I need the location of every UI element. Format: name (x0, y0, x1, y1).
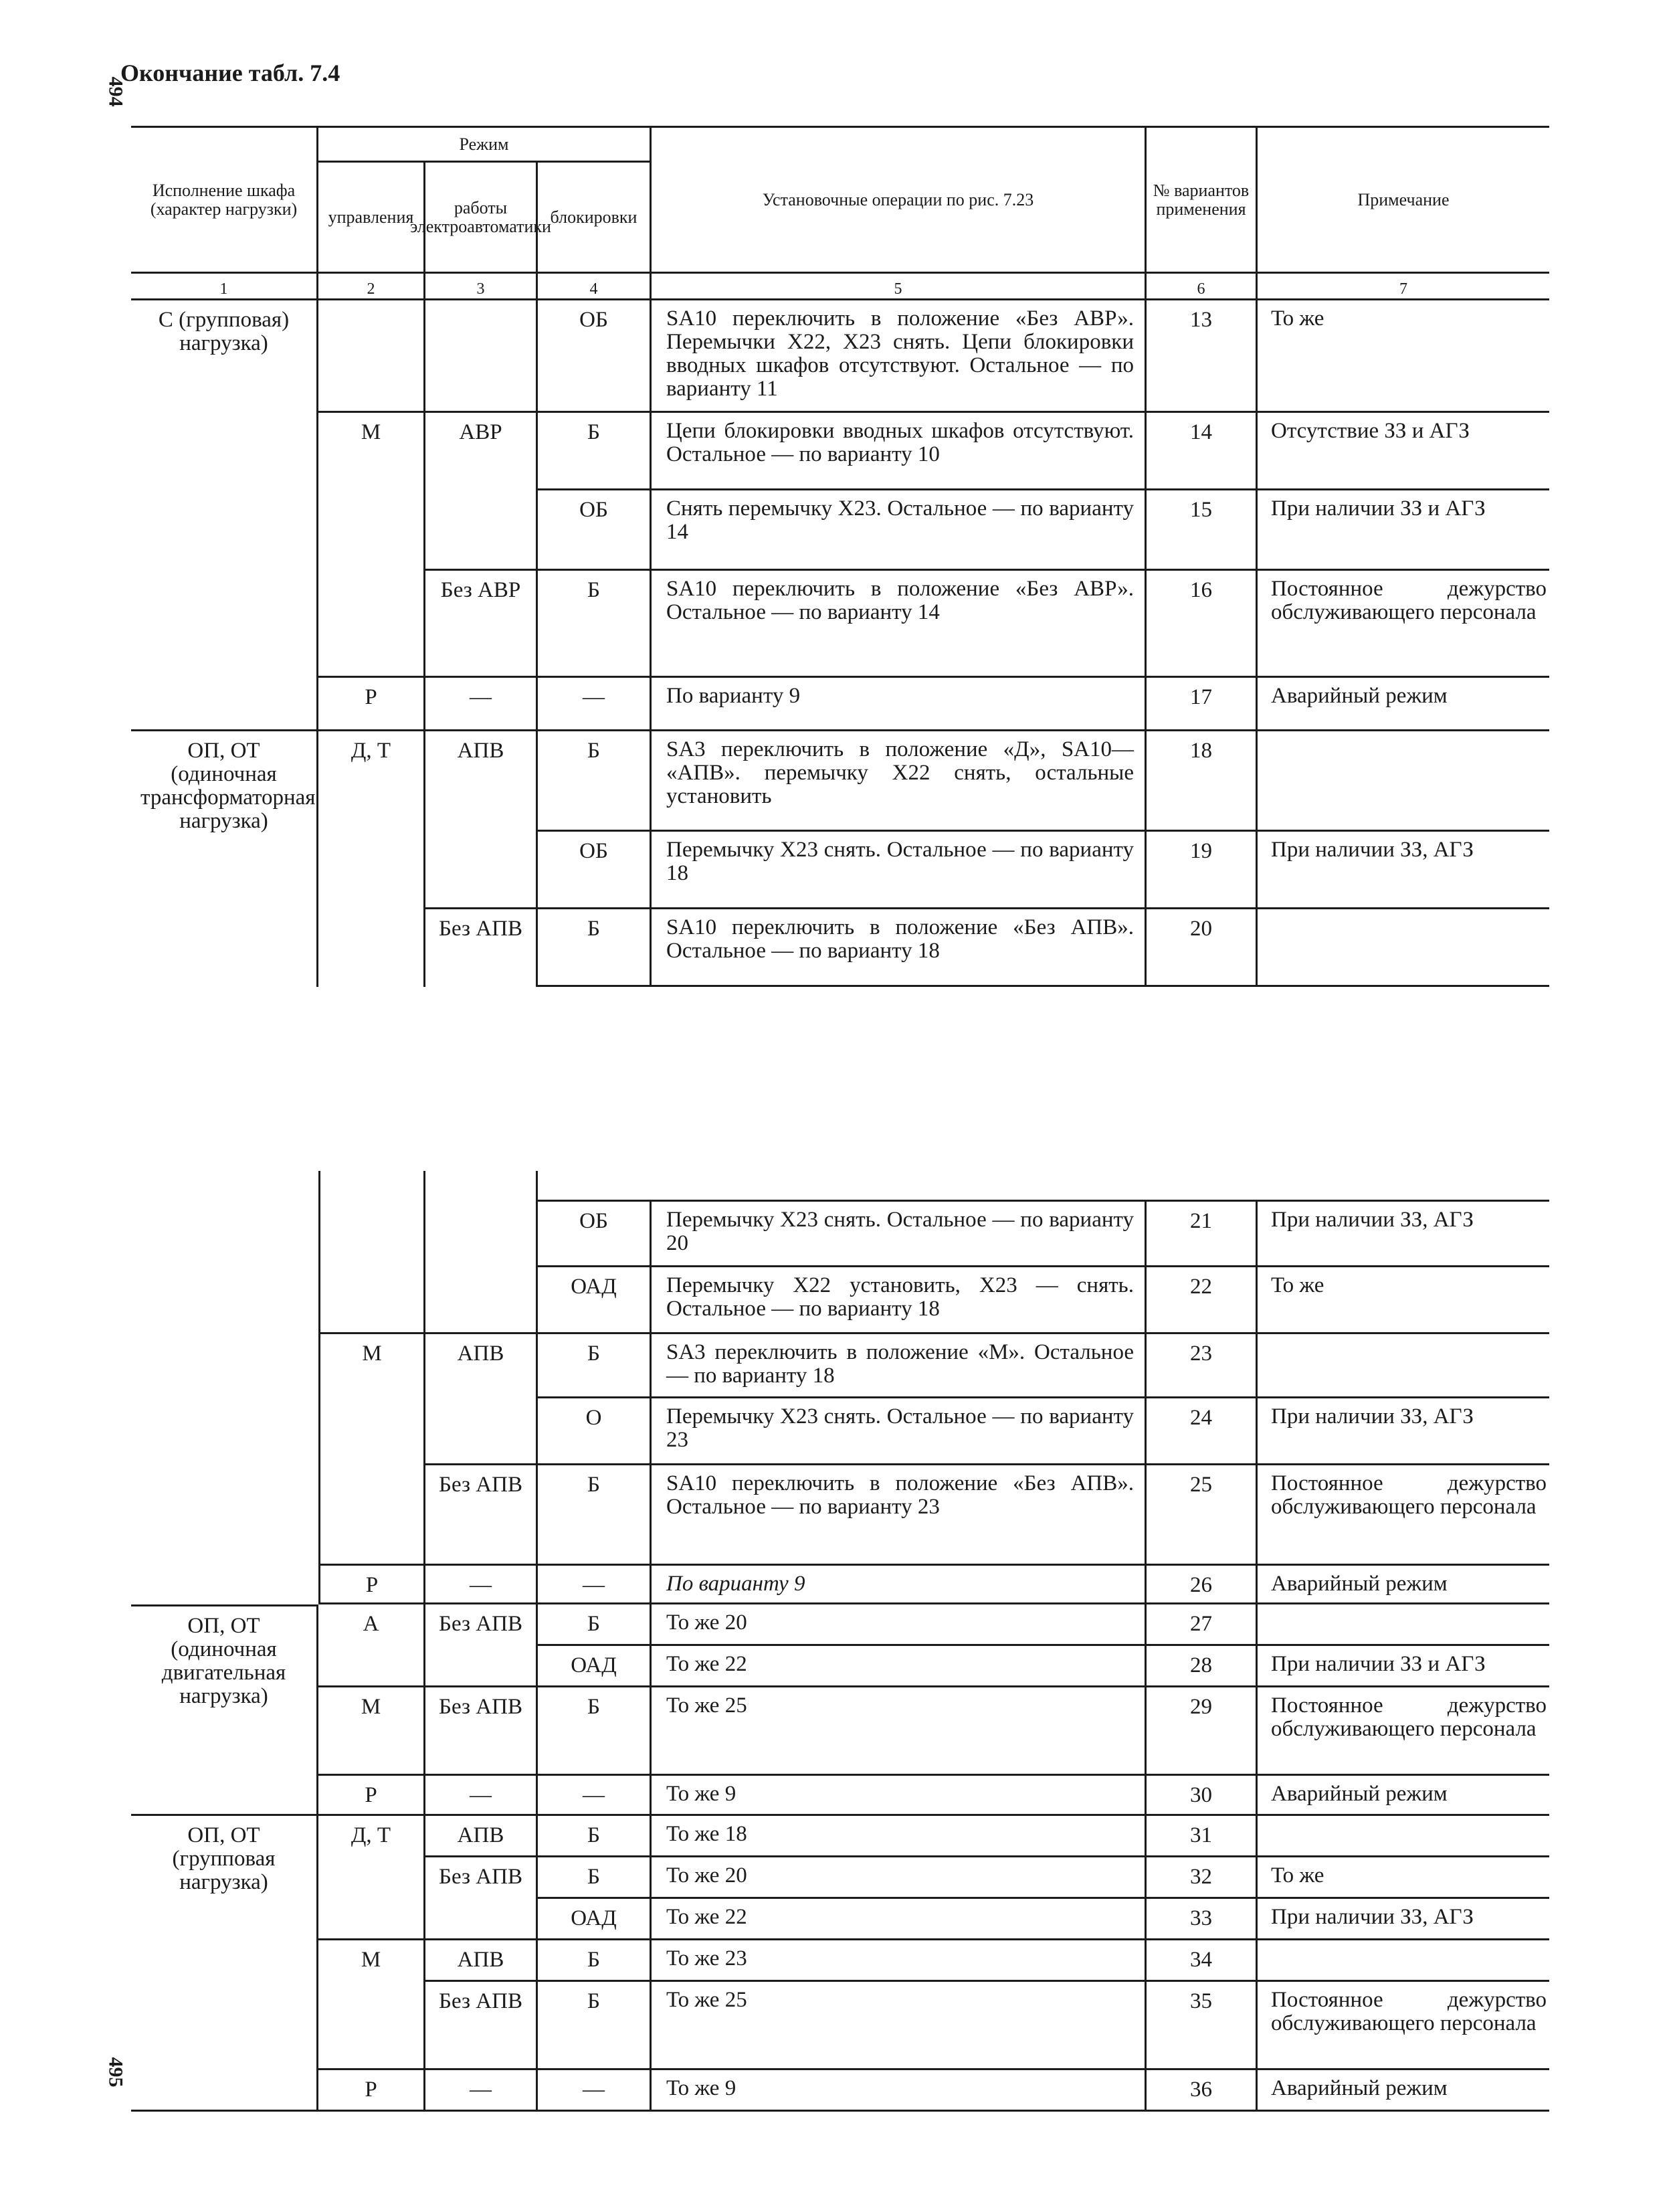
cell-operation: АПВ (425, 731, 538, 909)
cell-blocking: — (538, 678, 652, 731)
cell-variant: 14 (1147, 413, 1258, 490)
cell-note: Постоянное дежурство обслуживающего персонала (1258, 1465, 1549, 1566)
table-lower (131, 1171, 1549, 2112)
table-header (131, 128, 1549, 300)
table-title: Окончание табл. 7.4 (120, 60, 340, 86)
col-number: 7 (1258, 274, 1549, 300)
cell-blocking: — (538, 2070, 652, 2112)
cell-note: При наличии ЗЗ и АГЗ (1258, 1646, 1549, 1687)
cell-variant: 13 (1147, 300, 1258, 413)
cell-blocking: ОАД (538, 1646, 652, 1687)
cell-control: М (318, 1940, 425, 2070)
cell-setup-ops: То же 25 (652, 1982, 1147, 2070)
cell-note: При наличии ЗЗ, АГЗ (1258, 832, 1549, 909)
cell-variant: 35 (1147, 1982, 1258, 2070)
cell-control: М (318, 1334, 425, 1566)
cell-note (1258, 1334, 1549, 1398)
header-col1: Исполнение шкафа (характер нагрузки) (131, 128, 318, 274)
category-cell: ОП, ОТ (одиночная трансформаторная нагрузка) (131, 731, 318, 987)
cell-control (318, 300, 425, 413)
cell-operation: АПВ (425, 1940, 538, 1982)
category-cell: ОП, ОТ (групповая нагрузка) (131, 1816, 318, 2112)
cell-control: М (318, 1687, 425, 1776)
cell-blocking: Б (538, 1687, 652, 1776)
cell-setup-ops: То же 9 (652, 2070, 1147, 2112)
cell-setup-ops: SA3 переключить в положение «М». Остальное — по варианту 18 (652, 1334, 1147, 1398)
cell-setup-ops: То же 22 (652, 1899, 1147, 1940)
blank-cell (318, 1267, 425, 1334)
cell-variant: 20 (1147, 909, 1258, 987)
table-upper (131, 126, 1549, 987)
cell-setup-ops: SA10 переключить в положение «Без АПВ». Остальное — по варианту 18 (652, 909, 1147, 987)
cell-control: Р (318, 1776, 425, 1816)
cell-setup-ops: SA10 переключить в положение «Без АПВ». Остальное — по варианту 23 (652, 1465, 1147, 1566)
cell-variant: 19 (1147, 832, 1258, 909)
cell-variant: 28 (1147, 1646, 1258, 1687)
cell-blocking: Б (538, 1465, 652, 1566)
cell-note: То же (1258, 1267, 1549, 1334)
cell-setup-ops: Цепи блокировки вводных шкафов отсутствуют. Остальное — по варианту 10 (652, 413, 1147, 490)
cell-control: Р (318, 1566, 425, 1604)
cell-setup-ops: Перемычку X22 установить, X23 — снять. Остальное — по варианту 18 (652, 1267, 1147, 1334)
cell-setup-ops: То же 25 (652, 1687, 1147, 1776)
cell-operation: Без АПВ (425, 1982, 538, 2070)
cell-blocking: Б (538, 1982, 652, 2070)
cell-operation: Без АПВ (425, 1465, 538, 1566)
cell-blocking: Б (538, 1816, 652, 1857)
cell-operation: Без АПВ (425, 1604, 538, 1687)
cell-note: То же (1258, 1857, 1549, 1899)
cell-blocking: ОБ (538, 832, 652, 909)
cell-note (1258, 1604, 1549, 1646)
cell-operation: АПВ (425, 1816, 538, 1857)
cell-control: Р (318, 678, 425, 731)
cell-note (1258, 731, 1549, 832)
cell-setup-ops: То же 23 (652, 1940, 1147, 1982)
cell-variant: 24 (1147, 1398, 1258, 1465)
cell-blocking: — (538, 1776, 652, 1816)
cell-setup-ops: SA10 переключить в положение «Без АВР». Перемычки X22, X23 снять. Цепи блокировки вводных шкафов отсутствуют. Остальное — по варианту 11 (652, 300, 1147, 413)
table-body-upper (131, 300, 1549, 987)
cell-blocking: Б (538, 1604, 652, 1646)
col-number: 1 (131, 274, 318, 300)
cell-blocking: ОБ (538, 490, 652, 571)
cell-operation: — (425, 2070, 538, 2112)
cell-note: Постоянное дежурство обслуживающего персонала (1258, 1687, 1549, 1776)
cell-control: Р (318, 2070, 425, 2112)
cell-variant: 22 (1147, 1267, 1258, 1334)
header-col5: Установочные операции по рис. 7.23 (652, 128, 1147, 274)
cell-note: Аварийный режим (1258, 2070, 1549, 2112)
cell-setup-ops: То же 22 (652, 1646, 1147, 1687)
ops-text: По варианту 9 (666, 1572, 805, 1596)
cell-blocking: ОАД (538, 1899, 652, 1940)
cell-control: А (318, 1604, 425, 1687)
header-col6: № вариантов применения (1147, 128, 1258, 274)
cell-variant: 33 (1147, 1899, 1258, 1940)
cell-note: При наличии ЗЗ, АГЗ (1258, 1398, 1549, 1465)
cell-setup-ops: Перемычку X23 снять. Остальное — по варианту 23 (652, 1398, 1147, 1465)
header-col3: работы электроавтоматики (425, 163, 538, 274)
cell-variant: 30 (1147, 1776, 1258, 1816)
header-col4: блокировки (538, 163, 652, 274)
cell-variant: 34 (1147, 1940, 1258, 1982)
cell-note: Отсутствие ЗЗ и АГЗ (1258, 413, 1549, 490)
cell-blocking: ОБ (538, 1202, 652, 1267)
cell-variant: 31 (1147, 1816, 1258, 1857)
cell-setup-ops: То же 20 (652, 1857, 1147, 1899)
col-number: 5 (652, 274, 1147, 300)
cell-variant: 25 (1147, 1465, 1258, 1566)
page-number-bottom: 495 (104, 2057, 127, 2088)
blank-cell (425, 1171, 538, 1267)
cell-blocking: Б (538, 413, 652, 490)
cell-variant: 16 (1147, 571, 1258, 678)
cell-blocking: О (538, 1398, 652, 1465)
cell-note: Постоянное дежурство обслуживающего персонала (1258, 571, 1549, 678)
cell-blocking: Б (538, 571, 652, 678)
cell-note: При наличии ЗЗ, АГЗ (1258, 1202, 1549, 1267)
cell-setup-ops: То же 18 (652, 1816, 1147, 1857)
cell-blocking: Б (538, 1857, 652, 1899)
cell-blocking: ОБ (538, 300, 652, 413)
cell-blocking: Б (538, 909, 652, 987)
col-number: 3 (425, 274, 538, 300)
col-number: 2 (318, 274, 425, 300)
blank-cell (425, 1267, 538, 1334)
table-body-lower (131, 1171, 1549, 2112)
cell-note (1258, 909, 1549, 987)
cell-variant: 32 (1147, 1857, 1258, 1899)
blank-cell (131, 1171, 318, 1267)
cell-variant: 29 (1147, 1687, 1258, 1776)
blank-cell (318, 1171, 425, 1267)
cell-control: Д, Т (318, 1816, 425, 1940)
cell-operation: Без АПВ (425, 1857, 538, 1940)
header-col7: Примечание (1258, 128, 1549, 274)
cell-operation: — (425, 678, 538, 731)
cell-operation: Без АВР (425, 571, 538, 678)
cell-variant: 36 (1147, 2070, 1258, 2112)
cell-blocking: Б (538, 731, 652, 832)
cell-blocking: ОАД (538, 1267, 652, 1334)
cell-note: Аварийный режим (1258, 678, 1549, 731)
col-number: 6 (1147, 274, 1258, 300)
cell-setup-ops: По варианту 9 (652, 678, 1147, 731)
header-regime: Режим (318, 128, 652, 163)
cell-blocking: Б (538, 1940, 652, 1982)
cell-note: То же (1258, 300, 1549, 413)
cell-operation: Без АПВ (425, 909, 538, 987)
cell-setup-ops: Перемычку X23 снять. Остальное — по варианту 18 (652, 832, 1147, 909)
cell-setup-ops: SA10 переключить в положение «Без АВР». Остальное — по варианту 14 (652, 571, 1147, 678)
cell-variant: 18 (1147, 731, 1258, 832)
header-col2: управления (318, 163, 425, 274)
cell-note: Аварийный режим (1258, 1566, 1549, 1604)
cell-variant: 17 (1147, 678, 1258, 731)
blank-cell (131, 1267, 318, 1604)
col-number: 4 (538, 274, 652, 300)
cell-operation: АПВ (425, 1334, 538, 1465)
cell-note: Аварийный режим (1258, 1776, 1549, 1816)
cell-setup-ops: То же 20 (652, 1604, 1147, 1646)
blank-cell (538, 1171, 1549, 1202)
cell-operation: — (425, 1566, 538, 1604)
page-number-top: 494 (104, 76, 127, 107)
cell-operation (425, 300, 538, 413)
cell-setup-ops (652, 1566, 1147, 1604)
cell-variant: 23 (1147, 1334, 1258, 1398)
cell-variant: 26 (1147, 1566, 1258, 1604)
category-cell: С (групповая) нагрузка) (131, 300, 318, 731)
cell-blocking: — (538, 1566, 652, 1604)
cell-setup-ops: Перемычку X23 снять. Остальное — по варианту 20 (652, 1202, 1147, 1267)
cell-note (1258, 1816, 1549, 1857)
cell-note (1258, 1940, 1549, 1982)
cell-operation: АВР (425, 413, 538, 571)
cell-note: При наличии ЗЗ и АГЗ (1258, 490, 1549, 571)
cell-control: М (318, 413, 425, 678)
cell-operation: — (425, 1776, 538, 1816)
cell-note: При наличии ЗЗ, АГЗ (1258, 1899, 1549, 1940)
category-cell: ОП, ОТ (одиночная двигательная нагрузка) (131, 1604, 318, 1816)
cell-control: Д, Т (318, 731, 425, 987)
cell-note: Постоянное дежурство обслуживающего персонала (1258, 1982, 1549, 2070)
cell-blocking: Б (538, 1334, 652, 1398)
cell-variant: 21 (1147, 1202, 1258, 1267)
cell-setup-ops: То же 9 (652, 1776, 1147, 1816)
cell-variant: 15 (1147, 490, 1258, 571)
cell-setup-ops: Снять перемычку X23. Остальное — по варианту 14 (652, 490, 1147, 571)
cell-variant: 27 (1147, 1604, 1258, 1646)
cell-setup-ops: SA3 переключить в положение «Д», SA10— «АПВ». перемычку X22 снять, остальные установить (652, 731, 1147, 832)
cell-operation: Без АПВ (425, 1687, 538, 1776)
